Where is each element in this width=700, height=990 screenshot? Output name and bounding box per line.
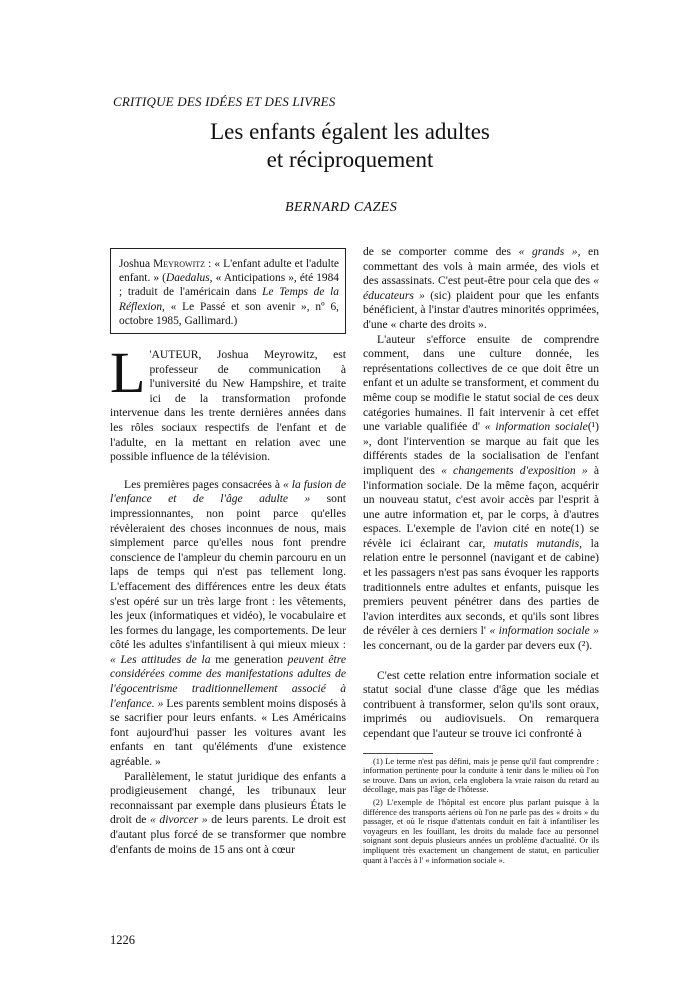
ref-text-2: « Anticipations », été 1984 ; traduit de l'américain dans [119,272,339,299]
footnote-2: (2) L'exemple de l'hôpital est encore plus parlant puisque à la différence des transports aériens où l'on ne parle pas des « droits » du passager, et où le risque d'attentats conduit en fait à infantiliser les voyageurs en les fouillant, les droits du malade face au personnel soignant sont depuis plusieurs années un problème d'actualité. Or ils impliquent très exactement un changement de statut, en particulier quant à l'accès à l' « information sociale ». [363,797,599,865]
paragraph: C'est cette relation entre information sociale et statut social d'une classe d'âge que les médias contribuent à transformer, selon qu'ils sont oraux, imprimés ou audiovisuels. On remarquera cependant que l'auteur se trouve ici confronté à [363,668,599,740]
reference-box [110,248,346,334]
title-line-2: et réciproquement [266,147,434,172]
title-line-1: Les enfants égalent les adultes [210,119,490,144]
footnote-rule [363,753,433,754]
ref-text-1: : « L'enfant adulte et l'adulte enfant. » ( [119,258,339,285]
lead-text: Joshua Meyrowitz, est professeur de communication à l'université du New Hampshire, et traite ici de la transformation profonde intervenue dans les trente dernières années dans les rôles sociaux respectifs de l'enfant et de l'adulte, en la mettant en relation avec une possible influence de la télévision. [110,348,346,464]
left-column [110,248,346,857]
ref-text-3: « Le Passé et son avenir », nº 6, octobre 1985, Gallimard.) [119,300,339,327]
article-author: BERNARD CAZES [285,200,398,215]
page-number: 1226 [110,933,135,947]
ref-author-last: Meyrowitz [153,258,206,270]
paragraph: Les premières pages consacrées à « la fusion de l'enfance et de l'âge adulte » sont impressionnantes, non point parce qu'elles révèleraient des choses inconnues de nous, mais simplement parce qu'elles nous font prendre conscience de l'ampleur du chemin parcouru en un laps de temps qui n'est pas tellement long. L'effacement des différences entre les deux états s'est opéré sur un très large front : les vêtements, les jeux (informatiques et vidéo), le vocabulaire et les formes du langage, les comportements. De leur côté les adultes s'infantilisent à qui mieux mieux : « Les attitudes de la me generation peuvent être considérées comme des manifestations adultes de l'égocentrisme traditionnellement associé à l'enfance. » Les parents semblent moins disposés à se sacrifier pour leurs enfants. « Les Américains font aujourd'hui passer les voitures avant les enfants en tant qu'éléments d'une existence agréable. » [110,477,346,769]
right-column [363,245,599,865]
paragraph: L'auteur s'efforce ensuite de comprendre comment, dans une culture donnée, les représentations collectives de ce que doit être un enfant et un adulte se transforment, et comment du même coup se modifie le statut social de ces deux catégories humaines. Il fait intervenir à cet effet une variable qualifiée d' « information sociale(¹) », dont l'intervention se marque au fait que les différents stades de la socialisation de l'enfant impliquent des « changements d'exposition » à l'information sociale. De la même façon, acquérir un nouveau statut, c'est avoir accès par l'esprit à une autre information et, par le corps, à d'autres espaces. L'exemple de l'avion cité en note(1) se révèle ici éclairant car, mutatis mutandis, la relation entre le personnel (navigant et de cabine) et les passagers n'est pas sans évoquer les rapports traditionnels entre adultes et enfants, puisque les premiers peuvent pénétrer dans des parties de l'avion interdites aux seconds, et qu'ils sont libres de révéler à ces derniers l' « information sociale » les concernant, ou de la garder par devers eux (²). [363,332,600,653]
section-heading: CRITIQUE DES IDÉES ET DES LIVRES [113,94,336,109]
footnote-1: (1) Le terme n'est pas défini, mais je pense qu'il faut comprendre : information pertinente pour la conduite à tenir dans le milieu où l'on se trouve. Dans un avion, cela englobera la vraie raison du retard au décollage, mais pas l'âge de l'hôtesse. [363,756,599,795]
lead-paragraph [110,340,346,465]
lead-smallcaps: 'AUTEUR, [149,348,202,362]
paragraph: de se comporter comme des « grands », en commettant des vols à main armée, des viols et des assassinats. C'est peut-être pour cela que des « éducateurs » (sic) plaident pour que les enfants bénéficient, à l'instar d'autres minorités opprimées, d'une « charte des droits ». [363,245,599,331]
drop-cap: L [110,340,146,406]
article-title [0,118,700,174]
ref-author-first: Joshua [119,258,154,270]
ref-journal: Daedalus, [165,272,213,285]
ref-book: Le Temps de la Réflexion, [119,286,339,313]
paragraph: Parallèlement, le statut juridique des enfants a prodigieusement changé, les tribunaux leur reconnaissant par exemple dans plusieurs États le droit de « divorcer » de leurs parents. Le droit est d'autant plus forcé de se transformer que nombre d'enfants de moins de 15 ans ont à cœur [110,769,346,856]
